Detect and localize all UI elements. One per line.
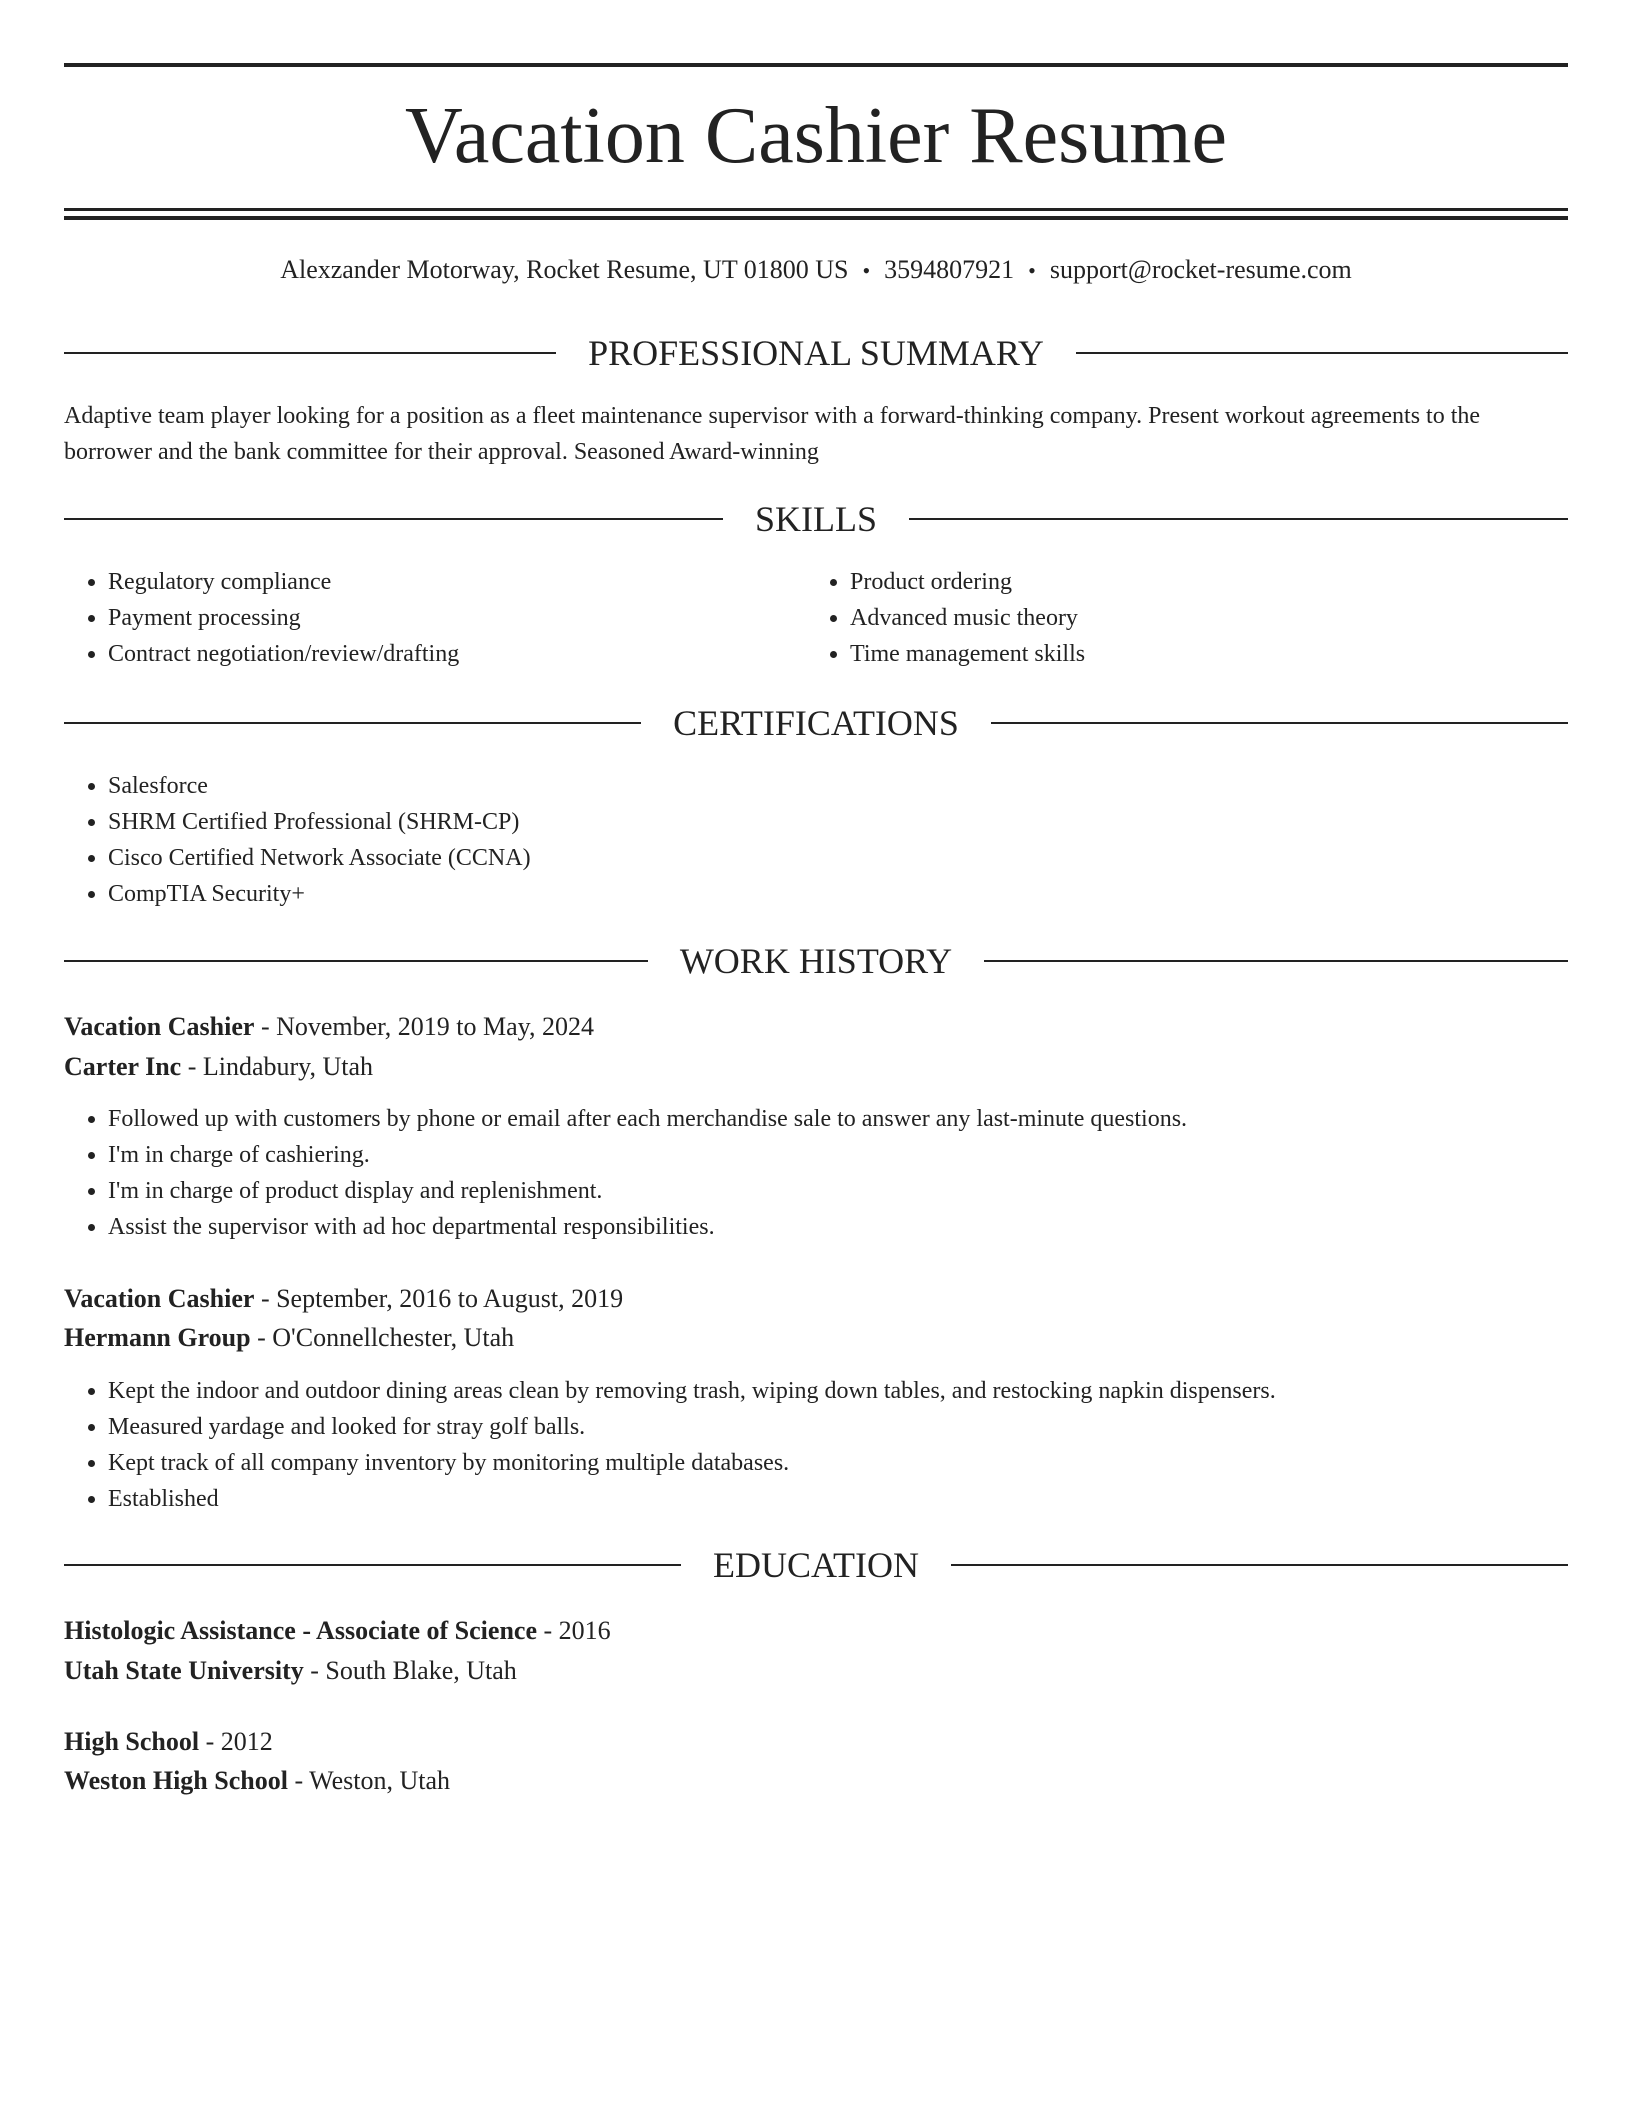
skills-heading-label: SKILLS — [755, 499, 878, 539]
certification-item: • Salesforce — [108, 768, 1568, 804]
certifications-heading — [64, 701, 1568, 745]
education-heading-label: EDUCATION — [713, 1545, 919, 1585]
heading-rule — [1076, 352, 1568, 354]
job-title: Vacation Cashier — [64, 1284, 255, 1313]
job-duty: • I'm in charge of product display and replenishment. — [108, 1173, 1568, 1209]
skills-column-left — [64, 564, 804, 672]
skill-item: • Regulatory compliance — [108, 564, 804, 600]
education-school: Utah State University — [64, 1656, 304, 1685]
job-duty: • Followed up with customers by phone or email after each merchandise sale to answer any last-minute questions. — [108, 1101, 1568, 1137]
contact-address: Alexzander Motorway, Rocket Resume, UT 01800 US — [280, 255, 849, 284]
job-duty: • Assist the supervisor with ad hoc departmental responsibilities. — [108, 1209, 1568, 1245]
job-location: - Lindabury, Utah — [181, 1052, 374, 1081]
title-rule-upper — [64, 208, 1568, 211]
skills-heading — [64, 497, 1568, 541]
job-duty: • Established — [108, 1481, 1568, 1517]
skill-item: • Payment processing — [108, 600, 804, 636]
education-degree: High School — [64, 1727, 200, 1756]
heading-rule — [991, 722, 1568, 724]
job-title-line — [64, 1279, 1568, 1319]
education-school-line — [64, 1651, 1568, 1691]
job-duty: • Kept track of all company inventory by monitoring multiple databases. — [108, 1445, 1568, 1481]
contact-email: support@rocket-resume.com — [1049, 255, 1352, 284]
contact-line — [64, 252, 1568, 289]
work-history-heading — [64, 939, 1568, 983]
job-location: - O'Connellchester, Utah — [250, 1323, 515, 1352]
skill-item: • Advanced music theory — [850, 600, 1546, 636]
education-degree-line — [64, 1722, 1568, 1762]
job-dates: - September, 2016 to August, 2019 — [254, 1284, 624, 1313]
heading-rule — [951, 1564, 1568, 1566]
summary-heading — [64, 331, 1568, 375]
heading-rule — [984, 960, 1568, 962]
heading-rule — [64, 722, 641, 724]
job-company: Hermann Group — [64, 1323, 251, 1352]
job-company: Carter Inc — [64, 1052, 182, 1081]
work-history-heading-label: WORK HISTORY — [679, 941, 953, 981]
education-year: - 2012 — [199, 1727, 273, 1756]
job-company-line — [64, 1318, 1568, 1358]
education-location: - Weston, Utah — [287, 1766, 451, 1795]
education-heading — [64, 1543, 1568, 1587]
heading-rule — [64, 960, 648, 962]
job-dates: - November, 2019 to May, 2024 — [254, 1012, 594, 1041]
job-duties-list — [64, 1101, 1568, 1245]
summary-heading-label: PROFESSIONAL SUMMARY — [588, 333, 1044, 373]
certification-item: • Cisco Certified Network Associate (CCNA) — [108, 840, 1568, 876]
job-duties-list — [64, 1373, 1568, 1517]
job-duty: • Kept the indoor and outdoor dining areas clean by removing trash, wiping down tables, and restocking napkin dispensers. — [108, 1373, 1568, 1409]
education-school: Weston High School — [64, 1766, 288, 1795]
education-year: - 2016 — [537, 1616, 611, 1645]
job-title: Vacation Cashier — [64, 1012, 255, 1041]
heading-rule — [64, 352, 556, 354]
contact-separator: • — [862, 258, 871, 283]
skill-item: • Product ordering — [850, 564, 1546, 600]
job-company-line — [64, 1047, 1568, 1087]
job-duty: • Measured yardage and looked for stray golf balls. — [108, 1409, 1568, 1445]
certifications-list — [64, 768, 1568, 912]
certifications-heading-label: CERTIFICATIONS — [673, 703, 959, 743]
job-duty: • I'm in charge of cashiering. — [108, 1137, 1568, 1173]
contact-separator: • — [1028, 258, 1036, 283]
education-location: - South Blake, Utah — [303, 1656, 517, 1685]
education-degree: Histologic Assistance - Associate of Science — [64, 1616, 537, 1645]
top-rule — [64, 63, 1568, 67]
contact-phone: 3594807921 — [884, 255, 1015, 284]
education-school-line — [64, 1761, 1568, 1801]
education-degree-line — [64, 1611, 1568, 1651]
job-title-line — [64, 1007, 1568, 1047]
resume-title: Vacation Cashier Resume — [405, 92, 1227, 180]
skills-column-right — [806, 564, 1546, 672]
certification-item: • CompTIA Security+ — [108, 876, 1568, 912]
heading-rule — [909, 518, 1568, 520]
skill-item: • Contract negotiation/review/drafting — [108, 636, 804, 672]
heading-rule — [64, 518, 723, 520]
title-rule-lower — [64, 216, 1568, 220]
certification-item: • SHRM Certified Professional (SHRM-CP) — [108, 804, 1568, 840]
skill-item: • Time management skills — [850, 636, 1546, 672]
summary-text: Adaptive team player looking for a position as a fleet maintenance supervisor with a forward-thinking company. Present workout agreements to the borrower and the bank committee for their approval. Seasoned Award-winning — [64, 403, 1481, 465]
heading-rule — [64, 1564, 681, 1566]
